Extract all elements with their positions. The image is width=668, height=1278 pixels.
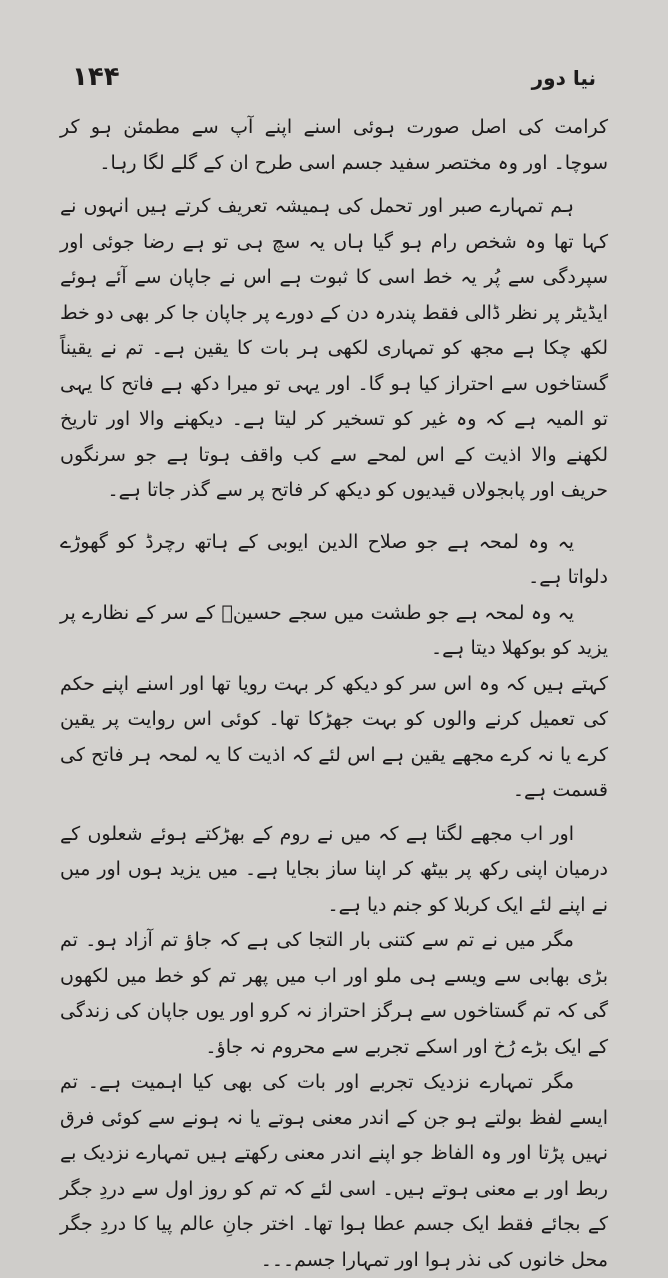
- paragraph-6: اور اب مجھے لگتا ہے کہ میں نے روم کے بھڑکتے ہوئے شعلوں کے درمیان اپنی رکھ پر بیٹھ کر اپنا ساز بجایا ہے۔ میں یزید ہوں اور میں نے اپنے لئے ایک کربلا کو جنم دیا ہے۔: [60, 822, 608, 916]
- paragraph-7: مگر میں نے تم سے کتنی بار التجا کی ہے کہ جاؤ تم آزاد ہو۔ تم بڑی بھابی سے ویسے ہی ملو اور اب میں پھر تم کو خط میں لکھوں گی کہ تم گستاخوں سے ہرگز احتراز نہ کرو اور یوں جاپان کی زندگی کے ایک بڑے رُخ اور اسکے تجربے سے محروم نہ جاؤ۔: [60, 929, 608, 1058]
- paragraph-2: ہم تمہارے صبر اور تحمل کی ہمیشہ تعریف کرتے ہیں انہوں نے کہا تھا وہ شخص رام ہو گیا ہاں یہ سچ ہی تو ہے رضا جوئی اور سپردگی سے پُر یہ خط اسی کا ثبوت ہے اس نے جاپان سے آئے ہوئے ایڈیٹر پر نظر ڈالی فقط پندرہ دن کے دورے پر جاپان جا کر بھی دو خط لکھ چکا ہے مجھ کو تمہاری لکھی ہر بات کا یقین ہے۔ تم نے یقیناً گستاخوں سے احتراز کیا ہو گا۔ اور یہی تو میرا دکھ ہے فاتح کا یہی تو المیہ ہے کہ وہ غیر کو تسخیر کر لیتا ہے۔ دیکھنے والا اور تاریخ لکھنے والا اذیت کے اس لمحے سے کب واقف ہوتا ہے جو سرنگوں حریف اور پابجولاں قیدیوں کو دیکھ کر فاتح پر سے گذر جاتا ہے۔: [60, 195, 608, 501]
- paragraph-5: کہتے ہیں کہ وہ اس سر کو دیکھ کر بہت رویا تھا اور اسنے اپنے حکم کی تعمیل کرنے والوں کو بہت جھڑکا تھا۔ کوئی اس روایت پر یقین کرے یا نہ کرے مجھے یقین ہے اس لئے کہ اذیت کا یہ لمحہ ہر فاتح کی قسمت ہے۔: [60, 672, 608, 801]
- journal-name: نیا دور: [531, 66, 596, 90]
- page-number: ۱۴۴: [72, 62, 120, 92]
- paragraph-3: یہ وہ لمحہ ہے جو صلاح الدین ایوبی کے ہاتھ رچرڈ کو گھوڑے دلواتا ہے۔: [60, 530, 608, 588]
- body-text: [60, 110, 608, 1278]
- paragraph-1: کرامت کی اصل صورت ہوئی اسنے اپنے آپ سے مطمئن ہو کر سوچا۔ اور وہ مختصر سفید جسم اسی طرح ان کے گلے لگا رہا۔: [60, 116, 608, 174]
- paragraph-8: مگر تمہارے نزدیک تجربے اور بات کی بھی کیا اہمیت ہے۔ تم ایسے لفظ بولتے ہو جن کے اندر معنی ہوتے یا نہ ہونے سے کوئی فرق نہیں پڑتا اور وہ الفاظ جو اپنے اندر معنی رکھتے ہیں تمہارے نزدیک بے ربط اور بے معنی ہوتے ہیں۔ اسی لئے کہ تم کو روز اول سے دردِ جگر کے بجائے فقط ایک جسم عطا ہوا تھا۔ اختر جانِ عالم پیا کا دردِ جگر محل خانوں کی نذر ہوا اور تمہارا جسم۔۔۔: [60, 1071, 608, 1271]
- page-header: [72, 62, 596, 94]
- paragraph-4: یہ وہ لمحہ ہے جو طشت میں سجے حسینؓ کے سر کے نظارے پر یزید کو بوکھلا دیتا ہے۔: [60, 601, 608, 659]
